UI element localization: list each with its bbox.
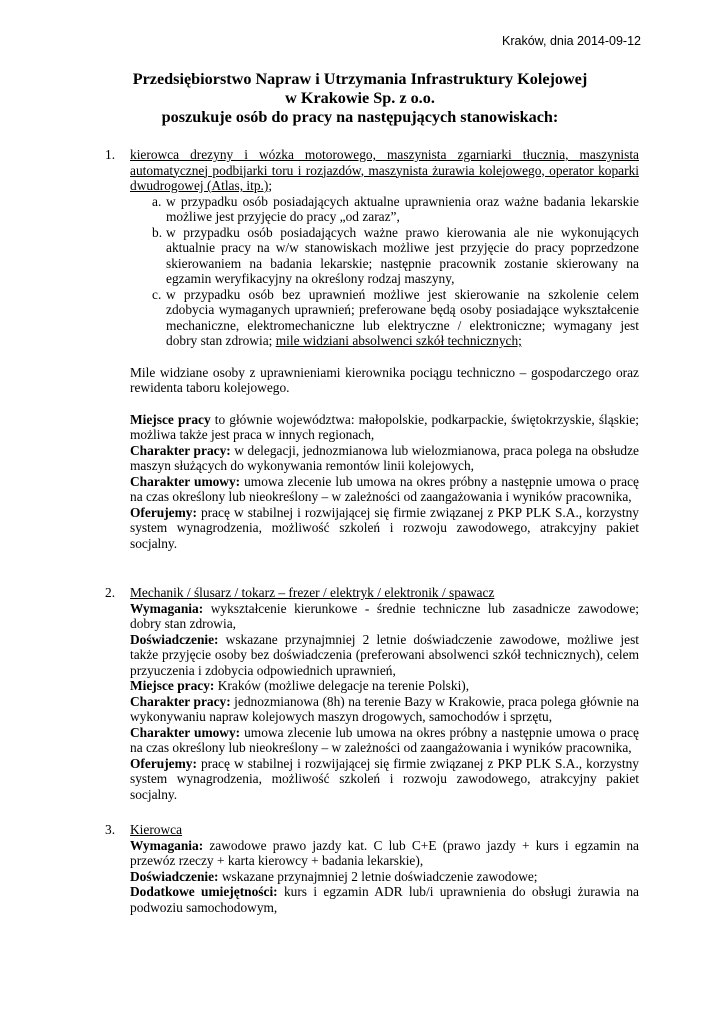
document-date: Kraków, dnia 2014-09-12: [502, 34, 641, 48]
job-item-1: [105, 147, 639, 551]
sub-item-c: [130, 287, 639, 349]
detail-label: Oferujemy:: [130, 755, 197, 771]
job-item-2: [105, 585, 639, 802]
detail-text: wskazane przynajmniej 2 letnie doświadczenie zawodowe;: [218, 868, 538, 884]
detail-label: Dodatkowe umiejętności:: [130, 884, 278, 899]
sub-text: w przypadku osób posiadających ważne prawo kierowania ale nie wykonujących aktualnie pracy na w/w stanowiskach możliwe jest przyjęcie do pracy poprzedzone skierowaniem na badania lekarskie; następnie pracownik zostanie skierowany na egzamin weryfikacyjny na określony rodzaj maszyny,: [166, 224, 639, 286]
sub-item-b: [130, 225, 639, 287]
company-name: Przedsiębiorstwo Napraw i Utrzymania Infrastruktury Kolejowej: [132, 70, 588, 88]
detail-text: wskazane przynajmniej 2 letnie doświadczenie zawodowe, możliwe jest także przyjęcie osoby bez doświadczenia (preferowani absolwenci szkół technicznych), celem przyuczenia i zdobycia odpowiednich uprawnień,: [130, 631, 639, 678]
detail-text: pracę w stabilnej i rozwijającej się firmie związanej z PKP PLK S.A., korzystny system wynagrodzenia, możliwość szkoleń i rozwoju zawodowego, atrakcyjny pakiet socjalny.: [130, 504, 639, 551]
detail-label: Miejsce pracy:: [130, 678, 215, 693]
detail-label: Charakter pracy:: [130, 693, 231, 709]
sub-item-a: [130, 194, 639, 225]
item-number: 2.: [105, 585, 116, 600]
sub-marker: b.: [152, 224, 163, 240]
document-header: [80, 70, 640, 127]
detail-text: wykształcenie kierunkowe - średnie techniczne lub zasadnicze zawodowe; dobry stan zdrowia,: [130, 600, 639, 631]
job-item-3: [105, 822, 639, 915]
job-details: [130, 601, 639, 803]
detail-label: Miejsce pracy: [130, 411, 211, 427]
detail-label: Wymagania:: [130, 837, 204, 853]
item-number: 1.: [105, 147, 116, 162]
detail-label: Charakter pracy:: [130, 442, 231, 458]
detail-label: Wymagania:: [130, 600, 204, 616]
header-subtitle: poszukuje osób do pracy na następujących stanowiskach:: [161, 108, 559, 126]
job-details: [130, 838, 639, 916]
detail-text: zawodowe prawo jazdy kat. C lub C+E (prawo jazdy + kurs i egzamin na przewóz rzeczy + karta kierowcy + badania lekarskie),: [130, 837, 639, 868]
document-body: [105, 147, 639, 915]
welcome-note: Mile widziane osoby z uprawnieniami kierownika pociągu techniczno – gospodarczego oraz rewidenta taboru kolejowego.: [130, 364, 639, 395]
sub-marker: c.: [152, 286, 162, 302]
job-details: [130, 412, 639, 552]
detail-text: pracę w stabilnej i rozwijającej się firmie związanej z PKP PLK S.A., korzystny system wynagrodzenia, możliwość szkoleń i rozwoju zawodowego, atrakcyjny pakiet socjalny.: [130, 755, 639, 802]
item-number: 3.: [105, 822, 116, 837]
detail-label: Charakter umowy:: [130, 473, 241, 489]
company-location: w Krakowie Sp. z o.o.: [285, 89, 435, 107]
detail-text: umowa zlecenie lub umowa na okres próbny a następnie umowa o pracę na czas określony lub nieokreślony – w zależności od zaangażowania i wyników pracownika,: [130, 724, 639, 755]
detail-text: to głównie województwa: małopolskie, podkarpackie, świętokrzyskie, śląskie; możliwa także jest praca w innych regionach,: [130, 411, 639, 442]
item-title-end: ;: [268, 178, 273, 193]
sub-marker: a.: [152, 193, 162, 209]
detail-text: jednozmianowa (8h) na terenie Bazy w Krakowie, praca polega głównie na wykonywaniu napraw kolejowych maszyn drogowych, samochodów i sprzętu,: [130, 693, 639, 724]
detail-label: Doświadczenie:: [130, 868, 219, 884]
sub-text: w przypadku osób posiadających aktualne uprawnienia oraz ważne badania lekarskie możliwe jest przyjęcie do pracy „od zaraz”,: [166, 193, 639, 224]
sub-text: w przypadku osób bez uprawnień możliwe jest skierowanie na szkolenie celem zdobycia wymaganych uprawnień; preferowane będą osoby posiadające wykształcenie mechaniczne, elektromechaniczne lub elektryczne / elektroniczne; wymagany jest dobry stan zdrowia;: [166, 286, 639, 348]
detail-label: Doświadczenie:: [130, 631, 219, 647]
detail-text: Kraków (możliwe delegacje na terenie Polski),: [214, 678, 470, 693]
detail-label: Oferujemy:: [130, 504, 197, 520]
detail-text: umowa zlecenie lub umowa na okres próbny a następnie umowa o pracę na czas określony lub nieokreślony – w zależności od zaangażowania i wyników pracownika,: [130, 473, 639, 504]
sub-text-underlined: mile widziani absolwenci szkół technicznych;: [275, 333, 522, 348]
item-title: Kierowca: [130, 822, 183, 837]
item-title: Mechanik / ślusarz / tokarz – frezer / elektryk / elektronik / spawacz: [130, 585, 495, 600]
item-title: kierowca drezyny i wózka motorowego, maszynista zgarniarki tłucznia, maszynista automatycznej podbijarki toru i rozjazdów, maszynista żurawia kolejowego, operator koparki dwudrogowej (Atlas, itp.): [130, 147, 639, 193]
detail-label: Charakter umowy:: [130, 724, 241, 740]
detail-text: w delegacji, jednozmianowa lub wielozmianowa, praca polega na obsłudze maszyn służących do wykonywania remontów linii kolejowych,: [130, 442, 639, 473]
detail-text: kurs i egzamin ADR lub/i uprawnienia do obsługi żurawia na podwoziu samochodowym,: [130, 884, 639, 915]
